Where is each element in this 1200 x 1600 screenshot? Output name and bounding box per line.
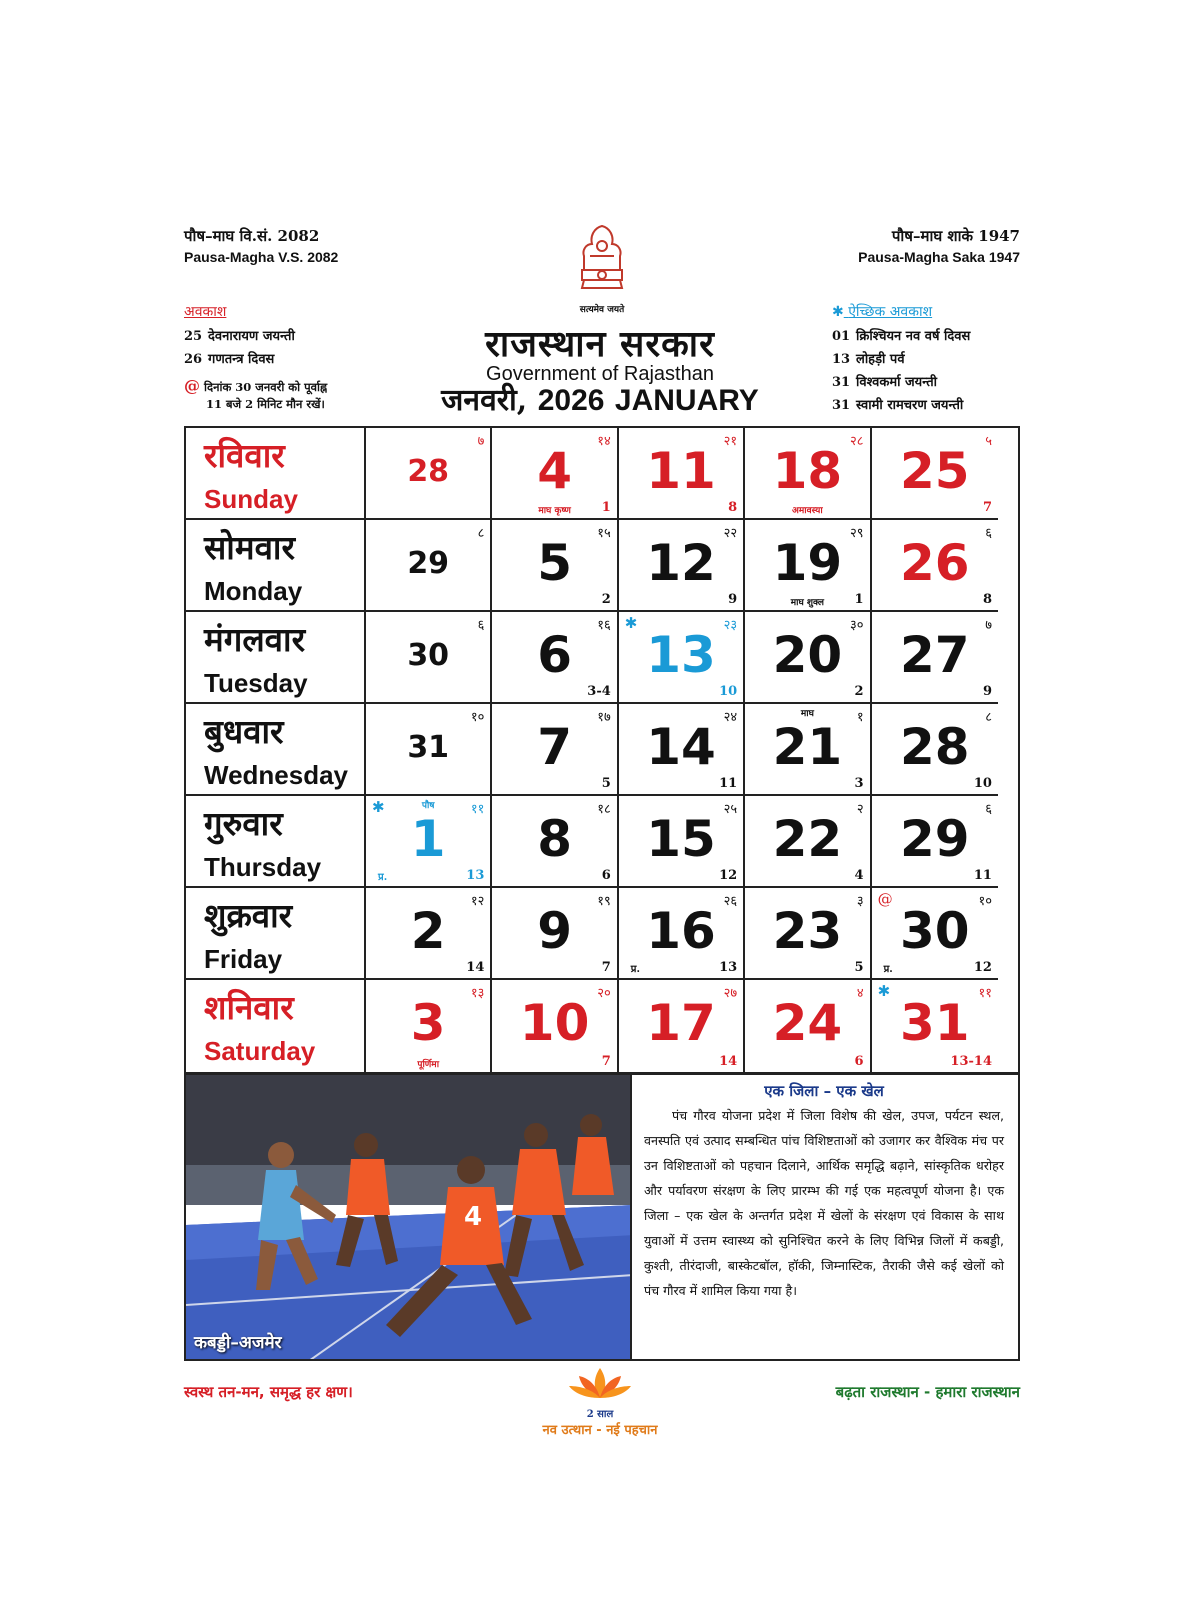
optional-holiday-name: स्वामी रामचरण जयन्ती bbox=[856, 398, 964, 413]
asterisk-icon: ✱ bbox=[372, 798, 385, 816]
saka-en: Pausa-Magha Saka 1947 bbox=[858, 249, 1020, 265]
date-cell bbox=[492, 428, 618, 520]
panchang-number: 10 bbox=[973, 776, 992, 791]
weekday-hindi: रविवार bbox=[204, 436, 285, 475]
holiday-date: 25 bbox=[184, 329, 203, 344]
tithi-number: २६ bbox=[723, 894, 738, 909]
vikram-samvat-en: Pausa-Magha V.S. 2082 bbox=[184, 249, 339, 265]
holiday-items bbox=[184, 325, 404, 371]
date-cell bbox=[492, 888, 618, 980]
holiday-name: गणतन्त्र दिवस bbox=[208, 352, 275, 367]
weekday-hindi: सोमवार bbox=[204, 528, 295, 567]
pradosh-note: प्र. bbox=[630, 964, 640, 975]
panchang-number: 1 bbox=[601, 500, 611, 515]
optional-holiday-item bbox=[832, 325, 1022, 348]
calendar-grid bbox=[184, 426, 1020, 1074]
state-emblem bbox=[566, 222, 638, 315]
cell-note: अमावस्या bbox=[792, 506, 823, 516]
panchang-number: 3 bbox=[854, 776, 864, 791]
tithi-number: २२ bbox=[723, 526, 738, 541]
panchang-number: 7 bbox=[601, 1054, 611, 1069]
date-number: 28 bbox=[407, 454, 450, 489]
date-cell bbox=[619, 428, 745, 520]
panchang-number: 11 bbox=[719, 776, 738, 791]
panchang-number: 7 bbox=[601, 960, 611, 975]
optional-holiday-title bbox=[832, 302, 1022, 321]
date-number: 12 bbox=[646, 534, 716, 592]
date-cell bbox=[872, 796, 998, 888]
cell-top-note: पौष bbox=[421, 801, 435, 811]
weekday-sunday bbox=[186, 428, 366, 520]
date-cell bbox=[492, 520, 618, 612]
weekday-thursday bbox=[186, 796, 366, 888]
pradosh-note: प्र. bbox=[883, 964, 893, 975]
weekday-english: Tuesday bbox=[204, 668, 308, 698]
tithi-number: ७ bbox=[985, 618, 992, 633]
date-cell bbox=[619, 520, 745, 612]
date-number: 17 bbox=[646, 994, 716, 1052]
optional-holiday-date: 31 bbox=[832, 375, 851, 390]
date-cell bbox=[745, 980, 871, 1072]
date-number: 16 bbox=[646, 902, 716, 960]
date-number: 29 bbox=[899, 810, 970, 868]
date-number: 6 bbox=[537, 626, 572, 684]
silence-note bbox=[184, 377, 404, 413]
header-left bbox=[184, 226, 338, 265]
date-cell bbox=[366, 796, 492, 888]
weekday-friday bbox=[186, 888, 366, 980]
optional-holiday-item bbox=[832, 348, 1022, 371]
date-number: 1 bbox=[410, 810, 446, 868]
weekday-english: Thursday bbox=[204, 852, 322, 882]
date-number: 31 bbox=[407, 730, 450, 765]
date-number: 25 bbox=[899, 442, 970, 500]
holiday-name: देवनारायण जयन्ती bbox=[208, 329, 295, 344]
panchang-number: 12 bbox=[719, 868, 738, 883]
lotus-icon bbox=[565, 1364, 635, 1402]
saka-hi: पौष–माघ शाके 1947 bbox=[891, 227, 1020, 245]
weekday-hindi: बुधवार bbox=[204, 712, 284, 751]
cell-note: पूर्णिमा bbox=[417, 1060, 440, 1070]
holiday-title: अवकाश bbox=[184, 304, 227, 320]
panchang-number: 5 bbox=[601, 776, 611, 791]
tithi-number: ३ bbox=[856, 894, 864, 909]
date-number: 10 bbox=[519, 994, 590, 1052]
date-number: 28 bbox=[899, 718, 970, 776]
date-number: 11 bbox=[646, 442, 716, 500]
tithi-number: ११ bbox=[470, 802, 485, 817]
panchang-number: 3-4 bbox=[587, 684, 611, 699]
kabaddi-players-image bbox=[186, 1075, 632, 1361]
tithi-number: ८ bbox=[477, 526, 485, 541]
emblem-motto: सत्यमेव जयते bbox=[579, 305, 625, 315]
asterisk-icon: ✱ bbox=[877, 982, 891, 1000]
month-hindi: जनवरी, bbox=[441, 383, 528, 418]
date-cell bbox=[872, 888, 998, 980]
date-number: 9 bbox=[537, 902, 572, 960]
tithi-number: ७ bbox=[477, 434, 485, 449]
silence-note-line1: दिनांक 30 जनवरी को पूर्वाह्न bbox=[204, 380, 328, 394]
optional-holiday-title-text: ऐच्छिक अवकाश bbox=[848, 304, 933, 320]
date-cell bbox=[745, 612, 871, 704]
holiday-item bbox=[184, 348, 404, 371]
month-english: JANUARY bbox=[614, 384, 759, 417]
weekday-hindi: गुरुवार bbox=[204, 804, 283, 843]
date-cell bbox=[619, 980, 745, 1072]
date-cell bbox=[745, 888, 871, 980]
optional-holiday-item bbox=[832, 371, 1022, 394]
tithi-number: २८ bbox=[850, 434, 864, 449]
panchang-number: 8 bbox=[728, 500, 738, 515]
date-cell bbox=[872, 704, 998, 796]
optional-holiday-name: विश्वकर्मा जयन्ती bbox=[856, 375, 937, 390]
panchang-number: 14 bbox=[466, 960, 485, 975]
cell-note: माघ शुक्ल bbox=[790, 598, 825, 608]
title-hindi: राजस्थान सरकार bbox=[485, 323, 715, 365]
tithi-number: १० bbox=[470, 710, 485, 725]
date-number: 2 bbox=[410, 902, 446, 960]
weekday-saturday bbox=[186, 980, 366, 1072]
tithi-number: २७ bbox=[723, 986, 738, 1001]
tithi-number: २५ bbox=[723, 802, 738, 817]
date-cell bbox=[366, 520, 492, 612]
date-number: 26 bbox=[899, 534, 970, 592]
optional-holiday-date: 31 bbox=[832, 398, 851, 413]
date-number: 21 bbox=[772, 718, 843, 776]
date-number: 7 bbox=[537, 718, 572, 776]
footer-slogan-left: स्वस्थ तन-मन, समृद्ध हर क्षण। bbox=[184, 1383, 353, 1401]
article-body: पंच गौरव योजना प्रदेश में जिला विशेष की खेल, उपज, पर्यटन स्थल, वनस्पति एवं उत्पाद सम्बन्धित पांच विशिष्टताओं को उजागर कर वैश्विक मंच पर उन विशिष्टताओं को पहचान दिलाने, आर्थिक समृद्धि बढ़ाने, सांस्कृतिक धरोहर और पर्यावरण संरक्षण के लिए प्रारम्भ की गई एक महत्वपूर्ण योजना है। एक जिला – एक खेल के अन्तर्गत प्रदेश में खेलों के संरक्षण एवं विकास के साथ युवाओं में उत्तम स्वास्थ्य को सुनिश्चित करने के लिए विभिन्न जिलों में कबड्डी, कुश्ती, तीरंदाजी, बास्केटबॉल, हॉकी, जिम्नास्टिक, तैराकी जैसे कई खेलों को पंच गौरव में शामिल किया गया है। bbox=[644, 1108, 1004, 1298]
panchang-number: 8 bbox=[982, 592, 992, 607]
kabaddi-photo bbox=[184, 1073, 632, 1361]
panchang-number: 6 bbox=[601, 868, 611, 883]
panchang-number: 13-14 bbox=[950, 1054, 992, 1069]
tithi-number: ५ bbox=[985, 434, 992, 449]
holiday-date: 26 bbox=[184, 352, 203, 367]
date-cell bbox=[366, 980, 492, 1072]
date-number: 15 bbox=[646, 810, 716, 868]
date-number: 4 bbox=[537, 442, 572, 500]
date-number: 3 bbox=[410, 994, 446, 1052]
panchang-number: 9 bbox=[728, 592, 738, 607]
tithi-number: ८ bbox=[985, 710, 992, 725]
panchang-number: 14 bbox=[719, 1054, 738, 1069]
photo-caption: कबड्डी–अजमेर bbox=[194, 1333, 282, 1353]
date-cell bbox=[872, 520, 998, 612]
date-number: 20 bbox=[772, 626, 843, 684]
optional-holiday-name: क्रिश्चियन नव वर्ष दिवस bbox=[856, 329, 971, 344]
tithi-number: ६ bbox=[477, 618, 485, 633]
tithi-number: १२ bbox=[470, 894, 485, 909]
title-block bbox=[400, 318, 800, 386]
weekday-hindi: शुक्रवार bbox=[204, 896, 293, 935]
tithi-number: १३ bbox=[470, 986, 485, 1001]
tithi-number: १९ bbox=[597, 894, 611, 909]
ashoka-emblem-icon bbox=[572, 222, 632, 300]
footer-logo bbox=[520, 1364, 680, 1438]
tithi-number: २४ bbox=[723, 710, 738, 725]
panchang-number: 6 bbox=[854, 1054, 864, 1069]
date-cell bbox=[492, 612, 618, 704]
at-symbol-icon: @ bbox=[877, 890, 893, 908]
at-symbol-icon: @ bbox=[184, 376, 200, 395]
tithi-number: १७ bbox=[597, 710, 611, 725]
tithi-number: १६ bbox=[597, 618, 611, 633]
date-number: 19 bbox=[772, 534, 843, 592]
month-year: 2026 bbox=[537, 384, 605, 417]
date-number: 13 bbox=[646, 626, 716, 684]
silence-note-line2: 11 बजे 2 मिनिट मौन रखें। bbox=[206, 397, 325, 411]
date-number: 27 bbox=[899, 626, 970, 684]
asterisk-icon: ✱ bbox=[832, 304, 844, 320]
date-cell bbox=[366, 888, 492, 980]
weekday-english: Monday bbox=[204, 576, 303, 606]
date-cell bbox=[366, 612, 492, 704]
date-cell bbox=[745, 428, 871, 520]
weekday-wednesday bbox=[186, 704, 366, 796]
weekday-english: Friday bbox=[204, 944, 283, 974]
tithi-number: ६ bbox=[985, 802, 992, 817]
date-cell bbox=[619, 612, 745, 704]
date-cell bbox=[872, 612, 998, 704]
vikram-samvat-hi: पौष–माघ वि.सं. 2082 bbox=[184, 227, 320, 245]
pradosh-note: प्र. bbox=[378, 872, 388, 883]
date-number: 30 bbox=[899, 902, 970, 960]
panchang-number: 13 bbox=[466, 868, 485, 883]
panchang-number: 2 bbox=[601, 592, 611, 607]
holiday-item bbox=[184, 325, 404, 348]
optional-holiday-items bbox=[832, 325, 1022, 417]
panchang-number: 2 bbox=[854, 684, 864, 699]
date-cell bbox=[745, 704, 871, 796]
panchang-number: 5 bbox=[854, 960, 864, 975]
panchang-number: 11 bbox=[973, 868, 992, 883]
weekday-hindi: मंगलवार bbox=[204, 620, 306, 659]
header-right bbox=[858, 226, 1020, 265]
date-cell bbox=[492, 980, 618, 1072]
panchang-number: 7 bbox=[982, 500, 992, 515]
article-box bbox=[630, 1073, 1020, 1361]
date-number: 24 bbox=[772, 994, 843, 1052]
date-number: 23 bbox=[772, 902, 843, 960]
date-cell bbox=[872, 980, 998, 1072]
panchang-number: 4 bbox=[854, 868, 864, 883]
date-number: 29 bbox=[407, 546, 450, 581]
footer-slogan-right: बढ़ता राजस्थान - हमारा राजस्थान bbox=[835, 1383, 1020, 1401]
date-cell bbox=[619, 888, 745, 980]
optional-holiday-date: 01 bbox=[832, 329, 851, 344]
panchang-number: 12 bbox=[973, 960, 992, 975]
weekday-english: Wednesday bbox=[204, 760, 349, 790]
date-cell bbox=[492, 796, 618, 888]
date-number: 18 bbox=[772, 442, 843, 500]
panchang-number: 1 bbox=[854, 592, 864, 607]
tithi-number: ११ bbox=[978, 986, 992, 1001]
date-number: 22 bbox=[772, 810, 843, 868]
logo-text-years: 2 साल bbox=[586, 1409, 614, 1420]
panchang-number: 13 bbox=[719, 960, 738, 975]
tithi-number: ३० bbox=[850, 618, 864, 633]
date-number: 31 bbox=[899, 994, 970, 1052]
weekday-hindi: शनिवार bbox=[204, 988, 294, 1027]
tithi-number: १४ bbox=[597, 434, 611, 449]
panchang-number: 9 bbox=[982, 684, 992, 699]
tithi-number: १० bbox=[978, 894, 992, 909]
article-title: एक जिला – एक खेल bbox=[764, 1082, 884, 1100]
tithi-number: २० bbox=[597, 986, 611, 1001]
tithi-number: १८ bbox=[597, 802, 611, 817]
asterisk-icon: ✱ bbox=[624, 614, 638, 632]
logo-text-tagline: नव उत्थान - नई पहचान bbox=[542, 1423, 658, 1438]
cell-top-note: माघ bbox=[800, 709, 814, 719]
optional-holiday-item bbox=[832, 394, 1022, 417]
weekday-english: Sunday bbox=[204, 484, 298, 514]
date-cell bbox=[492, 704, 618, 796]
date-number: 5 bbox=[537, 534, 572, 592]
date-cell bbox=[745, 520, 871, 612]
date-cell bbox=[872, 428, 998, 520]
weekday-tuesday bbox=[186, 612, 366, 704]
optional-holiday-list bbox=[832, 302, 1022, 417]
date-cell bbox=[366, 704, 492, 796]
date-cell bbox=[619, 704, 745, 796]
jersey-number: 4 bbox=[464, 1202, 483, 1232]
optional-holiday-name: लोहड़ी पर्व bbox=[856, 352, 905, 367]
tithi-number: २१ bbox=[723, 434, 738, 449]
weekday-english: Saturday bbox=[204, 1036, 316, 1066]
cell-note: माघ कृष्ण bbox=[538, 506, 571, 516]
tithi-number: ६ bbox=[985, 526, 992, 541]
tithi-number: २ bbox=[856, 802, 864, 817]
tithi-number: १५ bbox=[597, 526, 611, 541]
weekday-monday bbox=[186, 520, 366, 612]
optional-holiday-date: 13 bbox=[832, 352, 851, 367]
date-cell bbox=[619, 796, 745, 888]
tithi-number: ४ bbox=[856, 986, 864, 1001]
month-title bbox=[400, 378, 800, 419]
panchang-number: 10 bbox=[719, 684, 738, 699]
title-english: Government of Rajasthan bbox=[486, 363, 714, 385]
tithi-number: १ bbox=[856, 710, 864, 725]
date-number: 14 bbox=[646, 718, 716, 776]
tithi-number: २३ bbox=[723, 618, 738, 633]
date-cell bbox=[366, 428, 492, 520]
date-number: 8 bbox=[537, 810, 572, 868]
date-cell bbox=[745, 796, 871, 888]
date-number: 30 bbox=[407, 638, 450, 673]
holiday-list bbox=[184, 302, 404, 413]
tithi-number: २९ bbox=[850, 526, 864, 541]
